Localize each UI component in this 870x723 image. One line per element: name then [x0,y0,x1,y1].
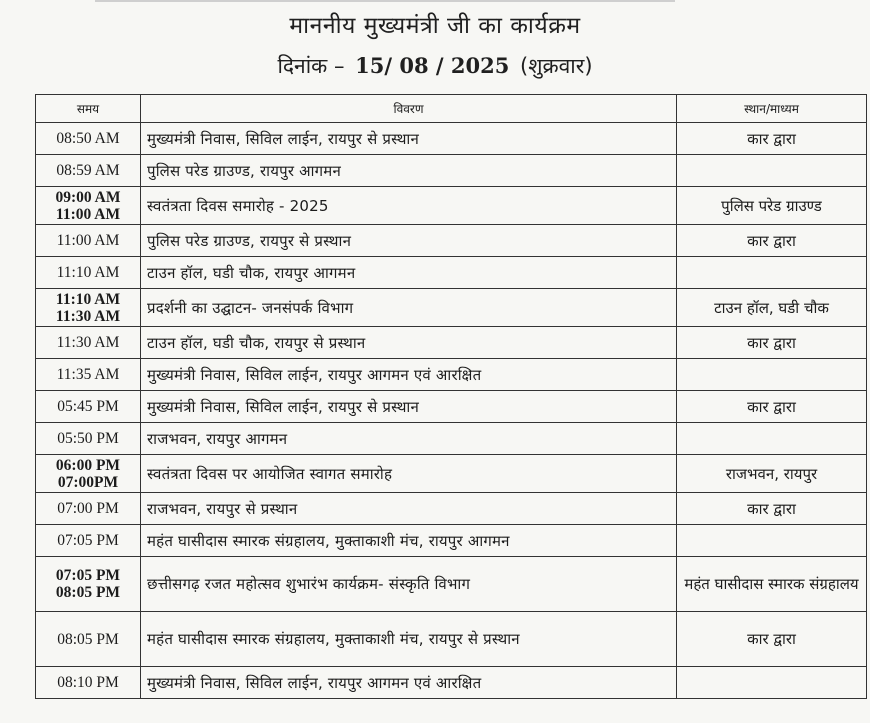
table-row [36,667,867,699]
place-cell: राजभवन, रायपुर [677,455,867,493]
place-cell: कार द्वारा [677,123,867,155]
description-cell: स्वतंत्रता दिवस पर आयोजित स्वागत समारोह [141,455,677,493]
description-cell: मुख्यमंत्री निवास, सिविल लाईन, रायपुर आगमन एवं आरक्षित [141,359,677,391]
table-row [36,423,867,455]
place-cell: कार द्वारा [677,225,867,257]
place-cell [677,155,867,187]
document-title: माननीय मुख्यमंत्री जी का कार्यक्रम [289,13,581,39]
table-row [36,257,867,289]
table-row [36,225,867,257]
description-cell: महंत घासीदास स्मारक संग्रहालय, मुक्ताकाशी मंच, रायपुर से प्रस्थान [141,612,677,667]
table-row [36,455,867,493]
time-cell: 11:10 AM [36,257,141,289]
date-line [0,52,870,80]
column-header-time: समय [36,95,141,123]
time-cell: 07:05 PM [36,525,141,557]
time-cell: 08:10 PM [36,667,141,699]
time-range-cell: 09:00 AM 11:00 AM [36,187,141,225]
column-header-details: विवरण [141,95,677,123]
table-row [36,187,867,225]
time-cell: 11:00 AM [36,225,141,257]
place-cell [677,257,867,289]
description-cell: टाउन हॉल, घडी चौक, रायपुर आगमन [141,257,677,289]
place-cell: कार द्वारा [677,391,867,423]
description-cell: पुलिस परेड ग्राउण्ड, रायपुर आगमन [141,155,677,187]
description-cell: प्रदर्शनी का उद्घाटन- जनसंपर्क विभाग [141,289,677,327]
place-cell [677,423,867,455]
day-name: (शुक्रवार) [520,54,593,78]
table-header-row [36,95,867,123]
table-row [36,525,867,557]
table-row [36,123,867,155]
time-cell: 11:30 AM [36,327,141,359]
time-cell: 07:00 PM [36,493,141,525]
time-cell: 05:50 PM [36,423,141,455]
description-cell: टाउन हॉल, घडी चौक, रायपुर से प्रस्थान [141,327,677,359]
table-row [36,612,867,667]
place-cell [677,667,867,699]
place-cell: महंत घासीदास स्मारक संग्रहालय [677,557,867,612]
place-cell: टाउन हॉल, घडी चौक [677,289,867,327]
time-range-cell: 11:10 AM 11:30 AM [36,289,141,327]
place-cell [677,525,867,557]
description-cell: मुख्यमंत्री निवास, सिविल लाईन, रायपुर से प्रस्थान [141,391,677,423]
place-cell: कार द्वारा [677,327,867,359]
date-label: दिनांक – [277,54,345,78]
time-range-cell: 07:05 PM 08:05 PM [36,557,141,612]
description-cell: मुख्यमंत्री निवास, सिविल लाईन, रायपुर से प्रस्थान [141,123,677,155]
description-cell: महंत घासीदास स्मारक संग्रहालय, मुक्ताकाशी मंच, रायपुर आगमन [141,525,677,557]
top-rule [95,0,675,2]
description-cell: राजभवन, रायपुर आगमन [141,423,677,455]
time-cell: 08:59 AM [36,155,141,187]
table-row [36,289,867,327]
time-cell: 05:45 PM [36,391,141,423]
description-cell: छत्तीसगढ़ रजत महोत्सव शुभारंभ कार्यक्रम- संस्कृति विभाग [141,557,677,612]
time-cell: 08:05 PM [36,612,141,667]
description-cell: राजभवन, रायपुर से प्रस्थान [141,493,677,525]
time-range-cell: 06:00 PM 07:00PM [36,455,141,493]
table-row [36,155,867,187]
description-cell: पुलिस परेड ग्राउण्ड, रायपुर से प्रस्थान [141,225,677,257]
table-row [36,391,867,423]
place-cell: कार द्वारा [677,612,867,667]
place-cell: कार द्वारा [677,493,867,525]
table-row [36,327,867,359]
place-cell: पुलिस परेड ग्राउण्ड [677,187,867,225]
table-row [36,359,867,391]
date-value: 15/ 08 / 2025 [355,53,510,78]
schedule-table [35,94,867,699]
column-header-place: स्थान/माध्यम [677,95,867,123]
time-cell: 11:35 AM [36,359,141,391]
time-cell: 08:50 AM [36,123,141,155]
description-cell: मुख्यमंत्री निवास, सिविल लाईन, रायपुर आगमन एवं आरक्षित [141,667,677,699]
description-cell: स्वतंत्रता दिवस समारोह - 2025 [141,187,677,225]
table-row [36,557,867,612]
place-cell [677,359,867,391]
table-row [36,493,867,525]
